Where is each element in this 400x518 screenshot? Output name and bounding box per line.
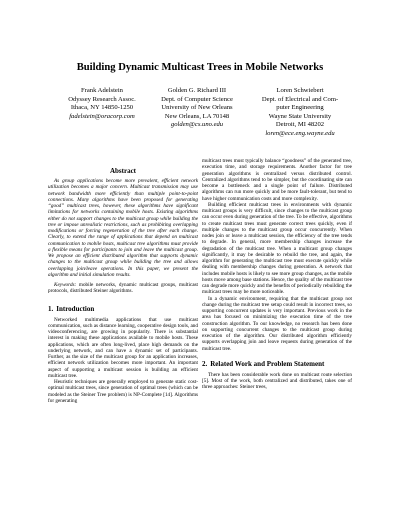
author-line: Dept. of Computer Science <box>161 95 233 103</box>
paragraph: Networked multimedia applications that use multicast communication, such as distance learning, cooperative design tools, and videoconferencing, are growing in popularity. There is substantial interest in making these applications available to mobile hosts. These applications, which are often long-lived, place high demands on the underlying network, and can have a dynamic set of participants. Further, as the size of the multicast group for an application increases, efficient network utilization becomes more important. An important aspect of supporting a multicast session is building an efficient multicast tree. <box>48 316 198 379</box>
author-email: fadelstein@oracorp.com <box>69 112 135 120</box>
author-line: puter Engineering <box>276 104 324 111</box>
author-0 <box>60 87 144 121</box>
section-number: 2. <box>202 359 208 368</box>
section-heading-related-work <box>202 360 352 368</box>
left-column <box>48 167 198 404</box>
author-email: loren@ece.eng.wayne.edu <box>265 129 335 137</box>
abstract-heading: Abstract <box>109 167 137 175</box>
author-email: golden@cs.uno.edu <box>170 121 224 128</box>
author-line: University of New Orleans <box>161 104 233 111</box>
author-line: Detroit, MI 48202 <box>275 121 325 128</box>
author-line: New Orleans, LA 70148 <box>164 112 230 120</box>
author-2 <box>250 87 350 138</box>
author-1 <box>147 87 247 130</box>
author-line: Frank Adelstein <box>81 87 123 94</box>
section-heading-introduction <box>48 305 198 313</box>
author-line: Odyssey Research Assoc. <box>68 95 136 103</box>
author-line: Dept. of Electrical and Com- <box>261 95 339 103</box>
paragraph: Heuristic techniques are generally employed to generate static cost-optimal multicast trees, since generation of optimal trees (which can be modeled as the Steiner Tree problem) is NP-Complete [14]. Algorithms for generating <box>48 379 198 404</box>
abstract-body: As group applications become more prevalent, efficient network utilization becomes a major concern. Multicast transmission may use network bandwidth more efficiently than multiple point-to-point connections. Many algorithms have been proposed for generating “good” multicast trees, however, these algorithms have significant limitations for networks containing mobile hosts. Existing algorithms either do not support changes to the multicast group while building the tree or impose unrealistic restrictions, such as prohibiting overlapping modifications or forcing regeneration of the tree after each change. Clearly, to extend the range of applications that depend on multicast communication to mobile hosts, multicast tree algorithms must provide a flexible means for participants to join and leave the multicast group. We propose an efficient distributed algorithm that supports dynamic changes to the multicast group while building the tree and allows overlapping join/leave operations. In this paper, we present the algorithm and initial simulation results. <box>48 178 198 278</box>
section-title: Introduction <box>56 304 95 313</box>
keywords-text: mobile networks, dynamic multicast groups, multicast protocols, distributed Steiner algorithms. <box>48 282 198 295</box>
paper-title: Building Dynamic Multicast Trees in Mobile Networks <box>76 62 324 73</box>
author-line: Loren Schwiebert <box>276 87 324 94</box>
keywords-label: Keywords: <box>54 282 77 288</box>
paragraph: multicast trees must typically balance “goodness” of the generated tree, execution time, and storage requirements. Another factor for tree generation algorithms is centralized versus distributed control. Centralized algorithms tend to be simpler, but the coordinating site can become a bottleneck and a single point of failure. Distributed algorithms can run more quickly and be more fault-tolerant, but tend to have higher communication costs and more complexity. <box>202 158 352 202</box>
paragraph: In a dynamic environment, requiring that the multicast group not change during the multicast tree setup could result in incorrect trees, so supporting concurrent updates is very important. Previous work in the area has focused on minimizing the execution time of the tree construction algorithm. To our knowledge, no research has been done on supporting concurrent changes to the multicast group during execution of the algorithm. Our distributed algorithm efficiently supports overlapping join and leave requests during generation of the multicast tree. <box>202 295 352 352</box>
keywords <box>48 282 198 295</box>
author-line: Wayne State University <box>268 112 332 120</box>
author-line: Golden G. Richard III <box>167 87 227 94</box>
author-line: Ithaca, NY 14850-1250 <box>70 104 134 111</box>
paragraph: Building efficient multicast trees in environments with dynamic multicast groups is very difficult, since changes to the multicast group can occur even during generation of the tree. To be effective, algorithms to create multicast trees must generate correct trees quickly, even if multiple changes to the multicast group occur concurrently. When nodes join or leave a multicast session, the efficiency of the tree tends to degrade. In general, more membership changes increase the degradation of the multicast tree. When a multicast group changes significantly, it may be desirable to rebuild the tree, and again, the algorithm for generating the multicast tree must execute quickly while dealing with membership changes during generation. A network that includes mobile hosts is likely to see more group changes, as the mobile hosts move among base stations. Hence, the quality of the multicast tree can degrade more quickly and the benefits of periodically rebuilding the multicast trees may be more noticeable. <box>202 201 352 296</box>
right-column <box>202 158 352 391</box>
paragraph: There has been considerable work done on multicast route selection [5]. Most of the work, both centralized and distributed, takes one of three approaches: Steiner trees, <box>202 371 352 391</box>
section-title: Related Work and Problem Statement <box>210 359 325 368</box>
section-number: 1. <box>48 304 54 313</box>
